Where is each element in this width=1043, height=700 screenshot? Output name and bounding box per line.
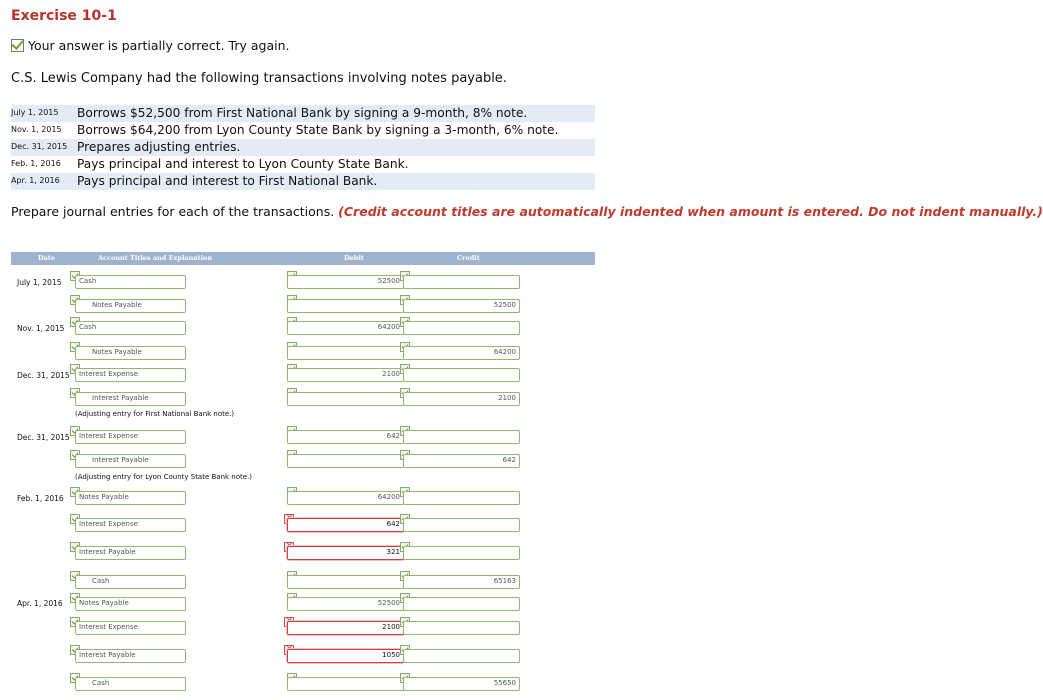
debit-input[interactable]: 642 bbox=[287, 430, 404, 444]
transaction-text: Pays principal and interest to First National Bank. bbox=[77, 174, 378, 188]
credit-input[interactable] bbox=[403, 275, 520, 289]
entry-date: Dec. 31, 2015 bbox=[17, 371, 70, 380]
transaction-text: Borrows $64,200 from Lyon County State Bank by signing a 3-month, 6% note. bbox=[77, 123, 559, 137]
account-title-input[interactable]: Cash bbox=[75, 575, 186, 589]
credit-input[interactable] bbox=[403, 368, 520, 382]
debit-input[interactable]: 2100 bbox=[287, 621, 404, 635]
debit-input[interactable]: 64200 bbox=[287, 321, 404, 335]
credit-input[interactable]: 65163 bbox=[403, 575, 520, 589]
checkmark-icon bbox=[11, 39, 24, 52]
entry-date: Feb. 1, 2016 bbox=[17, 494, 64, 503]
debit-input[interactable] bbox=[287, 392, 404, 406]
debit-input[interactable]: 321 bbox=[287, 546, 404, 560]
credit-input[interactable] bbox=[403, 597, 520, 611]
transaction-text: Borrows $52,500 from First National Bank by signing a 9-month, 8% note. bbox=[77, 106, 528, 120]
entry-explanation: (Adjusting entry for First National Bank note.) bbox=[75, 410, 235, 418]
account-title-input[interactable]: Cash bbox=[75, 677, 186, 691]
credit-input[interactable] bbox=[403, 518, 520, 532]
debit-input[interactable]: 1050 bbox=[287, 649, 404, 663]
account-title-input[interactable]: Interest Expense bbox=[75, 430, 186, 444]
transaction-date: Apr. 1, 2016 bbox=[11, 176, 60, 185]
account-title-input[interactable]: Interest Expense bbox=[75, 621, 186, 635]
debit-input[interactable]: 52500 bbox=[287, 597, 404, 611]
instructions-note: (Credit account titles are automatically indented when amount is entered. Do not indent manually.) bbox=[338, 204, 1043, 219]
account-title-input[interactable]: Cash bbox=[75, 275, 186, 289]
account-title-input[interactable]: Notes Payable bbox=[75, 491, 186, 505]
header-debit: Debit bbox=[344, 254, 364, 262]
exercise-title: Exercise 10-1 bbox=[11, 8, 117, 24]
credit-input[interactable]: 642 bbox=[403, 454, 520, 468]
transaction-row bbox=[11, 156, 595, 173]
entry-date: Apr. 1, 2016 bbox=[17, 599, 63, 608]
credit-input[interactable]: 55650 bbox=[403, 677, 520, 691]
credit-input[interactable] bbox=[403, 546, 520, 560]
debit-input[interactable] bbox=[287, 299, 404, 313]
account-title-input[interactable]: Interest Expense bbox=[75, 518, 186, 532]
debit-input[interactable]: 2100 bbox=[287, 368, 404, 382]
transaction-date: Feb. 1, 2016 bbox=[11, 159, 61, 168]
status-text: Your answer is partially correct. Try again. bbox=[28, 38, 290, 53]
account-title-input[interactable]: Interest Payable bbox=[75, 546, 186, 560]
transaction-date: July 1, 2015 bbox=[11, 108, 59, 117]
debit-input[interactable]: 52500 bbox=[287, 275, 404, 289]
problem-intro: C.S. Lewis Company had the following transactions involving notes payable. bbox=[11, 71, 507, 86]
journal-table-header bbox=[11, 252, 595, 265]
account-title-input[interactable]: Notes Payable bbox=[75, 299, 186, 313]
entry-date: July 1, 2015 bbox=[17, 278, 62, 287]
credit-input[interactable] bbox=[403, 491, 520, 505]
debit-input[interactable]: 642 bbox=[287, 518, 404, 532]
transaction-date: Dec. 31, 2015 bbox=[11, 142, 68, 151]
transaction-text: Prepares adjusting entries. bbox=[77, 140, 241, 154]
account-title-input[interactable]: Interest Payable bbox=[75, 649, 186, 663]
account-title-input[interactable]: Interest Payable bbox=[75, 454, 186, 468]
entry-date: Nov. 1, 2015 bbox=[17, 324, 65, 333]
debit-input[interactable] bbox=[287, 454, 404, 468]
account-title-input[interactable]: Notes Payable bbox=[75, 597, 186, 611]
credit-input[interactable]: 2100 bbox=[403, 392, 520, 406]
header-account: Account Titles and Explanation bbox=[98, 254, 213, 262]
transaction-row bbox=[11, 105, 595, 122]
credit-input[interactable] bbox=[403, 321, 520, 335]
debit-input[interactable] bbox=[287, 677, 404, 691]
transaction-row bbox=[11, 139, 595, 156]
debit-input[interactable] bbox=[287, 346, 404, 360]
transaction-date: Nov. 1, 2015 bbox=[11, 125, 62, 134]
header-date: Date bbox=[38, 254, 55, 262]
transaction-row bbox=[11, 122, 595, 139]
debit-input[interactable] bbox=[287, 575, 404, 589]
entry-explanation: (Adjusting entry for Lyon County State Bank note.) bbox=[75, 473, 253, 481]
status-message bbox=[11, 38, 289, 53]
transaction-text: Pays principal and interest to Lyon County State Bank. bbox=[77, 157, 409, 171]
transaction-row bbox=[11, 173, 595, 190]
credit-input[interactable] bbox=[403, 649, 520, 663]
entry-date: Dec. 31, 2015 bbox=[17, 433, 70, 442]
account-title-input[interactable]: Notes Payable bbox=[75, 346, 186, 360]
credit-input[interactable] bbox=[403, 621, 520, 635]
account-title-input[interactable]: Interest Expense bbox=[75, 368, 186, 382]
credit-input[interactable] bbox=[403, 430, 520, 444]
credit-input[interactable]: 64200 bbox=[403, 346, 520, 360]
instructions bbox=[11, 203, 1043, 220]
account-title-input[interactable]: Interest Payable bbox=[75, 392, 186, 406]
credit-input[interactable]: 52500 bbox=[403, 299, 520, 313]
account-title-input[interactable]: Cash bbox=[75, 321, 186, 335]
header-credit: Credit bbox=[457, 254, 480, 262]
debit-input[interactable]: 64200 bbox=[287, 491, 404, 505]
instructions-main: Prepare journal entries for each of the transactions. bbox=[11, 204, 335, 219]
